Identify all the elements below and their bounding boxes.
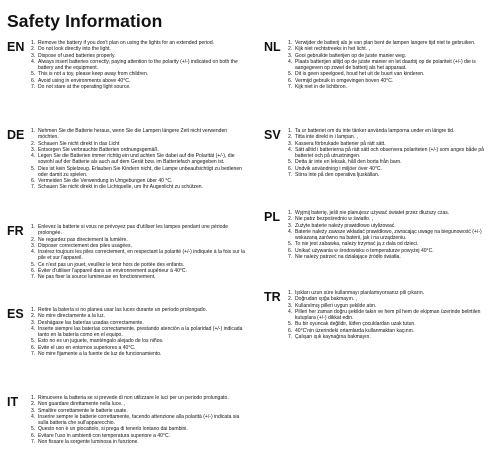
safety-item	[31, 128, 247, 141]
item-number: 5.	[288, 71, 293, 78]
language-code-sv: SV	[264, 128, 281, 142]
right-column	[264, 40, 492, 370]
section-it	[7, 395, 247, 471]
page-title: Safety Information	[7, 11, 163, 31]
item-number: 7.	[31, 184, 36, 191]
item-text: Stirra inte på den operativa ljuskällan.	[295, 171, 380, 178]
item-text: Vermijd gebruik in omgevingen boven 40°C.	[295, 77, 394, 84]
item-text: Inserte siempre las baterías correctamente, prestando atención a la polaridad (+/-) indicada tanto en la batería como en el equipo.	[38, 325, 243, 338]
item-text: To nie jest zabawka, należy trzymać ją z dala od dzieci.	[295, 241, 419, 248]
safety-item	[288, 172, 492, 178]
section-sv	[264, 128, 492, 210]
item-text: No mire fijamente a la fuente de luz de funcionamiento.	[38, 350, 162, 357]
language-code-nl: NL	[264, 40, 281, 54]
item-number: 6.	[31, 344, 36, 351]
item-text: Sätt alltid i batterierna på rätt sätt och observera polariteten (+/-) som anges både på batteriet och på utrustningen.	[295, 146, 484, 159]
item-text: Inserire sempre le batterie correttamente, facendo attenzione alla polarità (+/-) indicata sia sulla batteria che sull'apparecchio.	[38, 413, 240, 426]
language-code-it: IT	[7, 395, 19, 409]
item-number: 1.	[31, 224, 36, 230]
item-text: Deshágase las baterías usadas correctamente.	[38, 319, 144, 326]
item-text: Bu bir oyuncak değildir, lütfen çocuklardan uzak tutun.	[295, 321, 416, 328]
item-number: 7.	[31, 83, 36, 90]
item-text: Schauen Sie nicht direkt in das Licht	[38, 140, 120, 147]
item-text: Ta ur batteriet om du inte tänker använda lamporna under en längre tid.	[295, 128, 455, 134]
item-text: Detta är inte en leksak, håll den borta från barn.	[295, 159, 402, 166]
section-tr	[264, 290, 492, 370]
safety-item	[31, 351, 247, 357]
item-text: Non fissare la sorgente luminosa in funzione.	[38, 438, 139, 445]
safety-item	[288, 334, 492, 340]
item-text: Wyjmij baterię, jeśli nie planujesz używać świateł przez dłuższy czas.	[295, 210, 450, 216]
item-text: Baterie należy zawsze wkładać prawidłowo, zwracając uwagę na biegunowość (+/-) wskazaną zarówno na baterii, jak i na urządzeniu.	[295, 228, 482, 241]
item-text: Evitare l'uso in ambienti con temperatura superiore a 40°C.	[38, 432, 171, 439]
item-text: Unikać używania w środowisku o temperaturze powyżej 40°C.	[295, 247, 434, 254]
item-number: 7.	[288, 253, 293, 260]
item-number: 3.	[31, 52, 36, 59]
item-number: 4.	[31, 325, 36, 332]
item-text: Ne regardez pas directement la lumière.	[38, 236, 128, 243]
item-number: 3.	[288, 302, 293, 309]
safety-item	[31, 439, 247, 445]
item-number: 1.	[31, 128, 36, 134]
item-number: 7.	[31, 274, 36, 280]
item-number: 3.	[31, 242, 36, 249]
item-text: Avoid using in environments above 40°C.	[38, 77, 131, 84]
item-text: Titta inte direkt in i lampan. ,	[295, 134, 358, 141]
item-text: Rimuovere la batteria se si prevede di non utilizzare le luci per un periodo prolungato.	[38, 395, 229, 401]
item-text: Nie należy patrzeć na działające źródło światła.	[295, 253, 401, 260]
item-text: No mire directamente a la luz.	[38, 313, 106, 320]
item-number: 4.	[288, 228, 293, 235]
item-number: 5.	[288, 321, 293, 328]
item-number: 2.	[31, 313, 36, 320]
item-number: 4.	[31, 58, 36, 65]
item-text: Çalışan ışık kaynağına bakmayın.	[295, 333, 371, 340]
item-text: Disposer correctement des piles usagées.	[38, 242, 132, 249]
item-number: 1.	[288, 290, 293, 296]
item-number: 7.	[31, 438, 36, 445]
item-number: 2.	[288, 134, 293, 141]
item-number: 5.	[288, 241, 293, 248]
item-number: 2.	[31, 401, 36, 408]
item-number: 2.	[288, 46, 293, 53]
item-text: Insérez toujours les piles correctement, en respectant la polarité (+/-) indiquée à la fois sur la pile et sur l'appareil.	[38, 249, 245, 262]
item-text: Do not look directly into the light.	[38, 46, 111, 53]
item-number: 7.	[288, 171, 293, 178]
item-text: Ne pas fixer la source lumineuse en fonctionnement.	[38, 274, 156, 280]
section-nl	[264, 40, 492, 128]
item-number: 1.	[31, 307, 36, 313]
item-number: 1.	[288, 40, 293, 46]
item-number: 7.	[288, 83, 293, 90]
item-text: Zużyte baterie należy prawidłowo utylizować.	[295, 222, 396, 229]
item-number: 3.	[31, 407, 36, 414]
item-text: Non guardare direttamente nella luce. ,	[38, 401, 126, 408]
item-text: Remove the battery if you don't plan on using the lights for an extended period.	[38, 40, 215, 46]
safety-list-tr	[288, 290, 492, 340]
section-fr	[7, 224, 247, 307]
item-number: 5.	[31, 165, 36, 172]
safety-item	[288, 254, 492, 260]
item-number: 6.	[31, 77, 36, 84]
safety-item	[31, 274, 247, 280]
item-text: Plaats batterijen altijd op de juiste manier en let daarbij op de polariteit (+/-) die is aangegeven op zowel de batterij als het apparaat.	[295, 58, 476, 71]
safety-list-nl	[288, 40, 492, 90]
item-text: Pilleri her zaman doğru şekilde takın ve hem pil hem de ekipman üzerinde belirtilen kutuplara (+/-) dikkat edin.	[295, 308, 481, 321]
item-number: 5.	[31, 338, 36, 345]
item-text: Esto no es un juguete, manténgalo alejado de los niños.	[38, 338, 164, 345]
safety-list-pl	[288, 210, 492, 260]
item-text: Retire la batería si no planea usar las luces durante un período prolongado.	[38, 307, 207, 313]
language-code-pl: PL	[264, 210, 280, 224]
item-number: 3.	[31, 146, 36, 153]
item-number: 5.	[31, 261, 36, 268]
item-number: 3.	[288, 52, 293, 59]
item-text: Nie patrz bezpośrednio w światło. ,	[295, 216, 373, 223]
item-number: 6.	[288, 247, 293, 254]
safety-item	[31, 326, 247, 339]
item-text: Kassera förbrukade batterier på rätt sätt.	[295, 140, 386, 147]
item-number: 4.	[288, 308, 293, 315]
item-text: Evite el uso en entornos superiores a 40°C.	[38, 344, 136, 351]
item-text: Enlevez la batterie si vous ne prévoyez pas d'utiliser les lampes pendant une période prolongée.	[38, 224, 229, 237]
safety-list-es	[31, 307, 247, 357]
language-code-de: DE	[7, 128, 25, 142]
section-pl	[264, 210, 492, 290]
item-text: Vermeiden Sie die Verwendung in Umgebungen über 40 °C.	[38, 178, 173, 184]
section-es	[7, 307, 247, 395]
item-text: Legen Sie die Batterien immer richtig ein und achten Sie dabei auf die Polarität (+/-), die sowohl auf der Batterie als auch auf dem Gerät bzw. im Batteriefach angegeben ist.	[38, 153, 235, 166]
safety-item	[31, 59, 247, 72]
item-number: 4.	[31, 153, 36, 159]
left-column	[7, 40, 247, 471]
safety-list-fr	[31, 224, 247, 280]
item-text: Işıkları uzun süre kullanmayı planlamıyorsanız pili çıkarın.	[295, 290, 425, 296]
safety-item	[288, 59, 492, 72]
language-code-en: EN	[7, 40, 25, 54]
item-number: 1.	[288, 128, 293, 134]
item-number: 6.	[288, 77, 293, 84]
safety-item	[288, 147, 492, 160]
item-text: Smaltire correttamente le batterie usate.	[38, 407, 128, 414]
item-number: 5.	[31, 426, 36, 433]
item-text: Do not stare at the operating light source.	[38, 83, 131, 90]
item-text: Dit is geen speelgoed, houd het uit de buurt van kinderen.	[295, 71, 425, 78]
item-number: 7.	[31, 350, 36, 357]
item-number: 6.	[288, 165, 293, 172]
item-number: 1.	[31, 40, 36, 46]
item-text: Dispose of used batteries properly.	[38, 52, 116, 59]
item-text: Kijk niet rechtstreeks in het licht. ,	[295, 46, 370, 53]
item-number: 3.	[288, 222, 293, 229]
safety-list-sv	[288, 128, 492, 178]
section-en	[7, 40, 247, 128]
item-number: 3.	[31, 319, 36, 326]
item-number: 3.	[288, 140, 293, 147]
language-code-es: ES	[7, 307, 24, 321]
item-number: 1.	[31, 395, 36, 401]
safety-item	[288, 84, 492, 90]
item-text: Verwijder de batterij als je van plan bent de lampen langere tijd niet te gebruiken.	[295, 40, 476, 46]
language-code-fr: FR	[7, 224, 24, 238]
safety-item	[31, 249, 247, 262]
item-text: Kullanılmış pilleri uygun şekilde atın.	[295, 302, 377, 309]
item-text: Kijk niet in de lichtbron.	[295, 83, 347, 90]
item-text: Ce n'est pas un jouet, veuillez le tenir hors de portée des enfants.	[38, 261, 185, 268]
item-number: 6.	[31, 267, 36, 274]
item-text: Entsorgen Sie verbrauchte Batterien ordnungsgemäß.	[38, 146, 159, 153]
item-number: 2.	[31, 140, 36, 147]
item-number: 2.	[31, 46, 36, 53]
safety-item	[31, 153, 247, 166]
item-number: 5.	[31, 71, 36, 78]
safety-item	[31, 184, 247, 190]
item-number: 4.	[288, 58, 293, 65]
language-code-tr: TR	[264, 290, 281, 304]
safety-item	[288, 309, 492, 322]
safety-item	[31, 84, 247, 90]
safety-item	[31, 414, 247, 427]
item-text: Schauen Sie nicht direkt in die Lichtquelle, um Ihr Augenlicht zu schützen.	[38, 184, 203, 191]
item-number: 2.	[288, 296, 293, 303]
item-text: Nehmen Sie die Batterie heraus, wenn Sie die Lampen längere Zeit nicht verwenden möchten.	[38, 128, 228, 141]
item-text: Éviter d'utiliser l'appareil dans un environnement supérieur à 40°C.	[38, 267, 187, 274]
safety-list-en	[31, 40, 247, 90]
safety-list-it	[31, 395, 247, 445]
safety-item	[31, 224, 247, 237]
item-number: 4.	[31, 249, 36, 255]
item-text: Undvik användning i miljöer över 40°C.	[295, 165, 383, 172]
item-text: Gooi gebruikte batterijen op de juiste manier weg.	[295, 52, 407, 59]
item-number: 6.	[31, 178, 36, 184]
item-number: 2.	[31, 236, 36, 243]
item-number: 7.	[288, 333, 293, 340]
item-number: 4.	[31, 413, 36, 420]
item-text: Questo non è un giocattolo, si prega di tenerlo lontano dai bambini.	[38, 426, 188, 433]
item-number: 2.	[288, 216, 293, 223]
item-number: 6.	[31, 432, 36, 439]
safety-item	[288, 229, 492, 242]
item-number: 6.	[288, 327, 293, 334]
item-number: 4.	[288, 146, 293, 153]
item-text: Always insert batteries correctly, paying attention to the polarity (+/-) indicated on both the battery and the equipment.	[38, 58, 238, 71]
item-number: 5.	[288, 159, 293, 166]
item-text: 40°C'nin üzerindeki ortamlarda kullanmaktan kaçının.	[295, 327, 415, 334]
item-number: 1.	[288, 210, 293, 216]
section-de	[7, 128, 247, 224]
item-text: This is not a toy, please keep away from children.	[38, 71, 149, 78]
item-text: Doğrudan ışığa bakmayın. ,	[295, 296, 357, 303]
item-text: Dies ist kein Spielzeug. Erlauben Sie Kindern nicht, die Lampe unbeaufsichtigt zu bedienen oder damit zu spielen.	[38, 165, 242, 178]
safety-list-de	[31, 128, 247, 191]
safety-item	[31, 166, 247, 179]
